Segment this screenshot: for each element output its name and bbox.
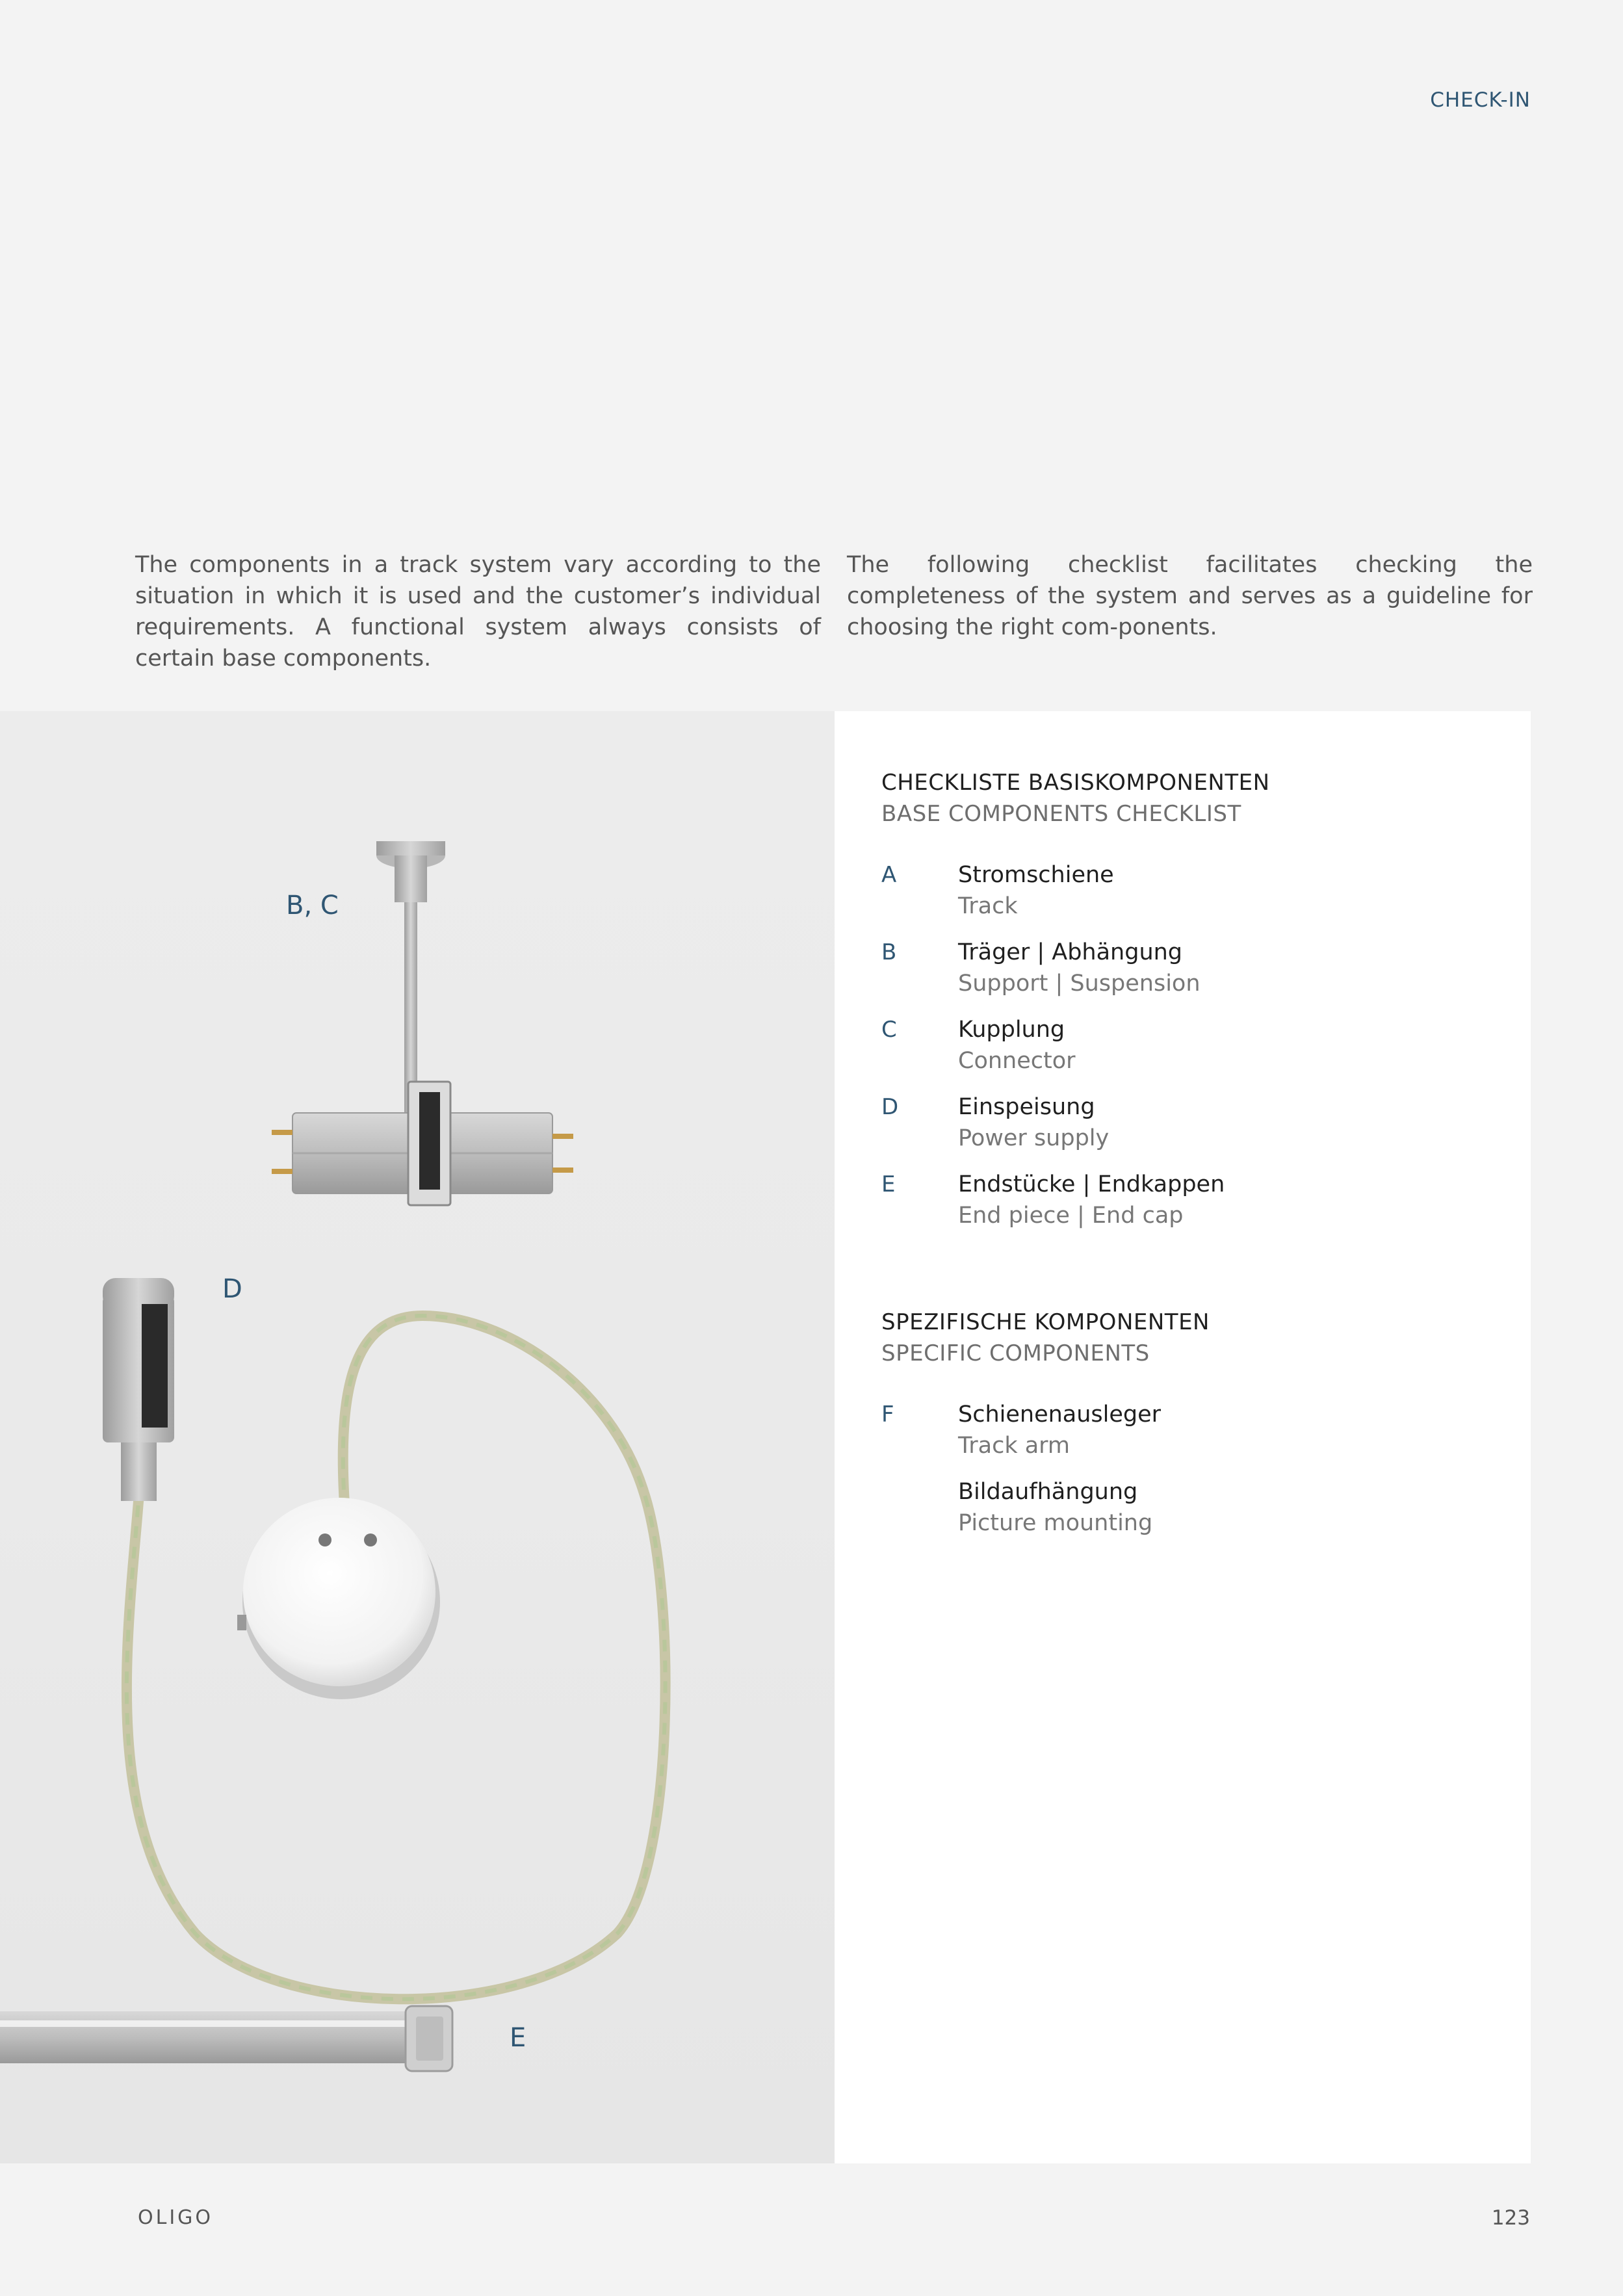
item-letter: A (881, 862, 897, 888)
item-english: Support | Suspension (958, 971, 1201, 997)
item-letter: C (881, 1017, 897, 1043)
intro-text-right: The following checklist facilitates checking the completeness of the system and serves as a guideline for choosing the right com-ponents. (847, 552, 1533, 640)
photo-label-d: D (222, 1274, 242, 1304)
checklist-item (881, 937, 1270, 1014)
brand-logo: OLIGO (138, 2206, 214, 2229)
checklist-item (881, 859, 1270, 937)
item-english: Track arm (958, 1433, 1071, 1459)
item-german: Bildaufhängung (958, 1479, 1138, 1505)
checklist-panel (835, 711, 1531, 2163)
power-supply-illustration (103, 1278, 666, 1999)
item-german: Kupplung (958, 1017, 1065, 1043)
base-components-section (881, 767, 1270, 1246)
photo-label-e: E (510, 2023, 526, 2053)
specific-title: SPEZIFISCHE KOMPONENTEN (881, 1309, 1210, 1335)
item-english: End piece | End cap (958, 1203, 1184, 1229)
item-letter: B (881, 939, 897, 965)
end-piece-illustration (0, 2006, 452, 2071)
checklist-item (881, 1399, 1210, 1476)
page-number: 123 (1491, 2206, 1530, 2230)
product-illustration (0, 711, 835, 2163)
item-german: Schienenausleger (958, 1402, 1162, 1428)
item-german: Einspeisung (958, 1094, 1095, 1120)
item-letter: E (881, 1171, 896, 1197)
checklist-item (881, 1014, 1270, 1091)
section-label: CHECK-IN (1430, 88, 1531, 112)
item-letter: D (881, 1094, 899, 1120)
base-title: CHECKLISTE BASISKOMPONENTEN (881, 770, 1270, 796)
specific-components-section (881, 1307, 1210, 1554)
item-english: Track (958, 893, 1018, 919)
item-german: Träger | Abhängung (958, 939, 1183, 965)
item-german: Stromschiene (958, 862, 1114, 888)
product-photo (0, 711, 835, 2163)
base-subtitle: BASE COMPONENTS CHECKLIST (881, 801, 1241, 827)
item-english: Picture mounting (958, 1510, 1153, 1536)
intro-text-left: The components in a track system vary according to the situation in which it is used and the customer’s individual requirements. A functional system always consists of certain base components. (135, 552, 821, 672)
checklist-item (881, 1091, 1270, 1169)
item-english: Power supply (958, 1125, 1110, 1151)
item-german: Endstücke | Endkappen (958, 1171, 1225, 1197)
checklist-item (881, 1476, 1210, 1554)
item-english: Connector (958, 1048, 1076, 1074)
specific-subtitle: SPECIFIC COMPONENTS (881, 1340, 1150, 1366)
photo-label-b-c: B, C (286, 891, 339, 920)
checklist-item (881, 1169, 1270, 1246)
item-letter: F (881, 1402, 894, 1428)
